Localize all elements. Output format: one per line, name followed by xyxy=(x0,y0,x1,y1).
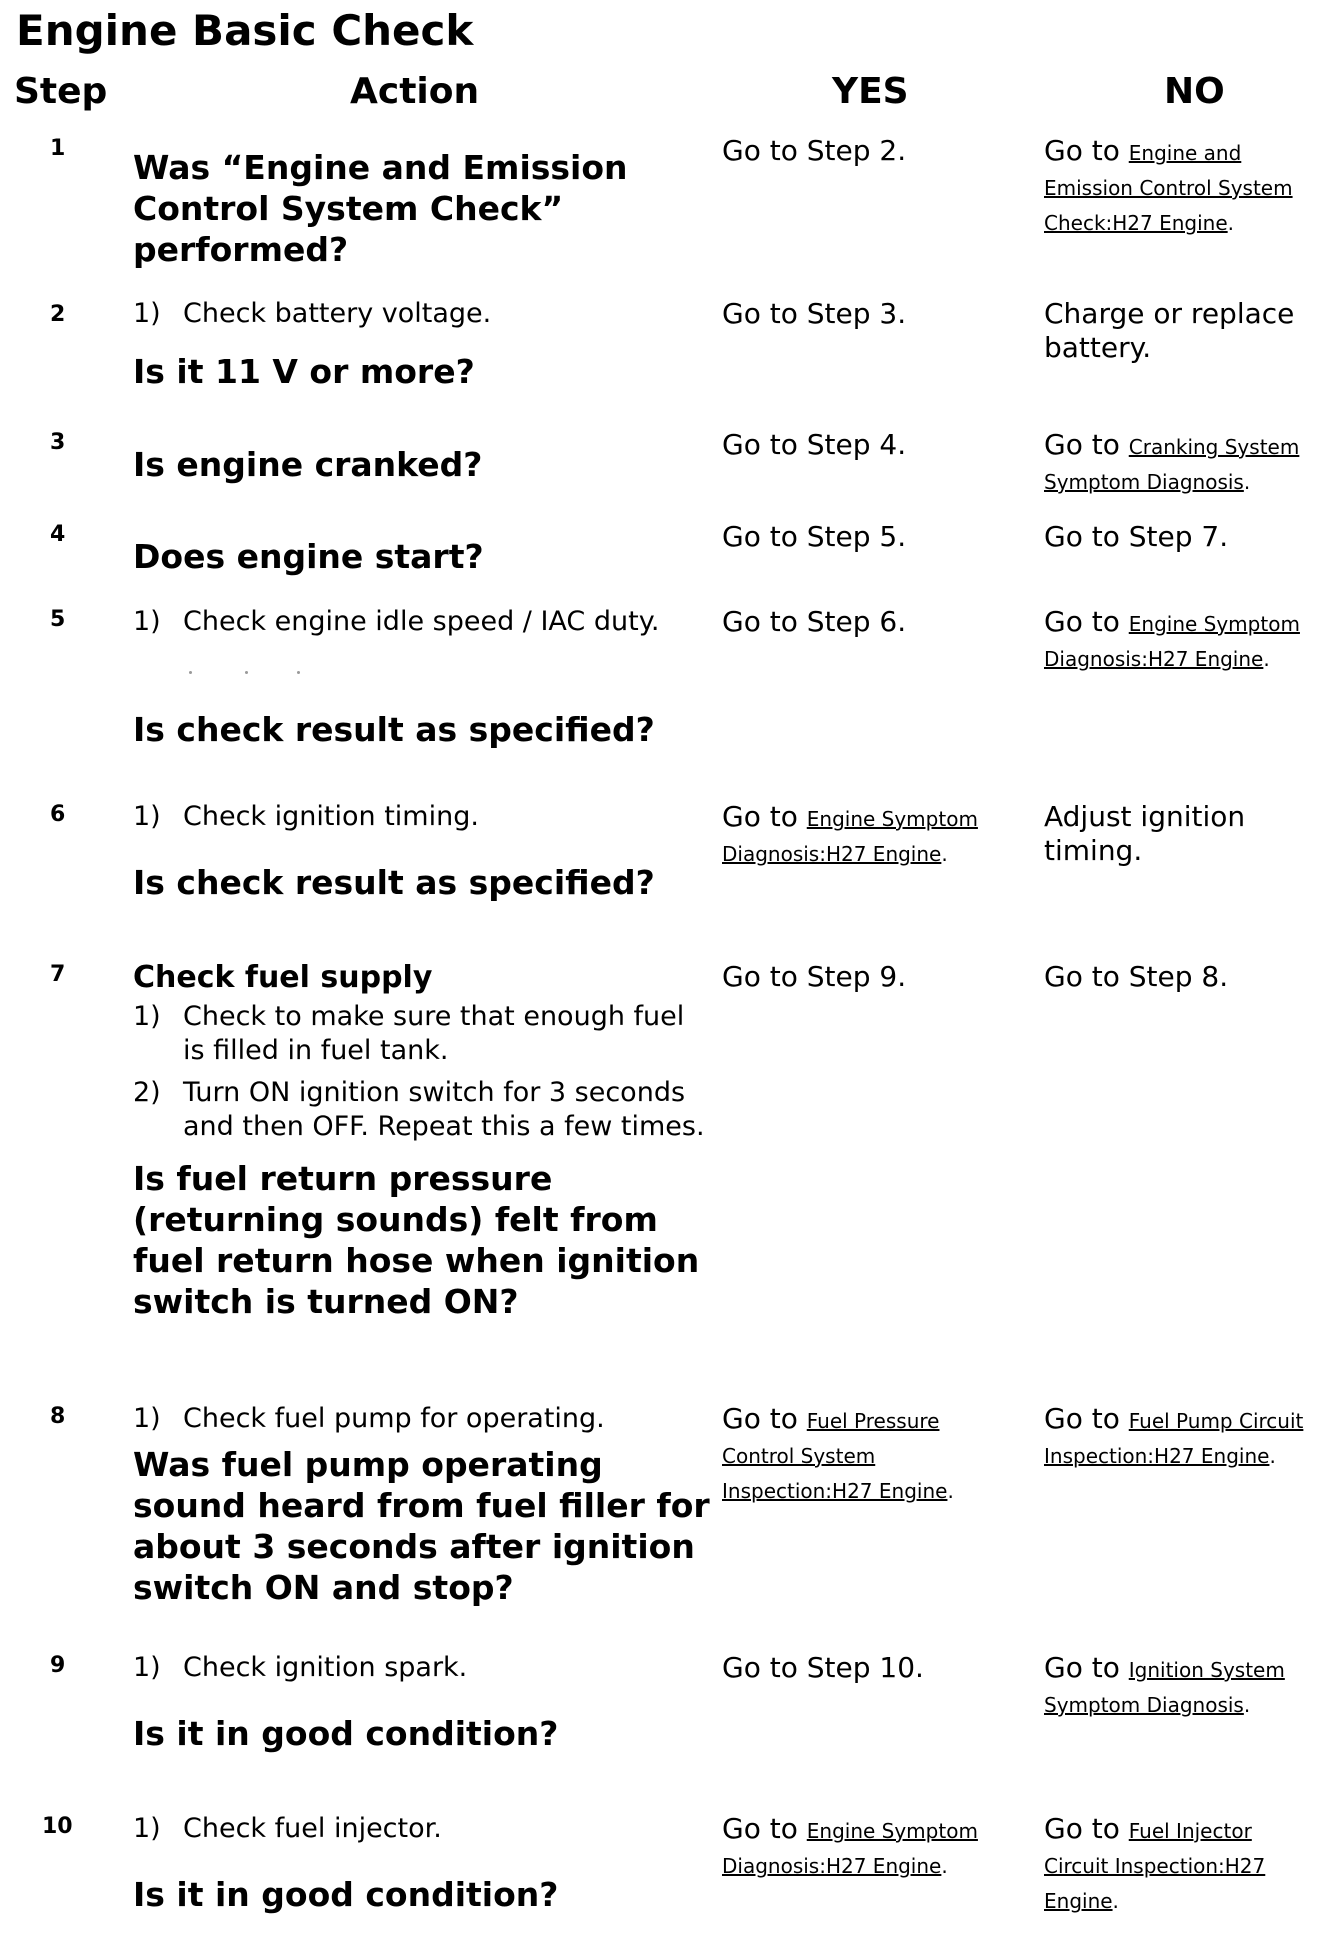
no-cell: Go to Ignition System Symptom Diagnosis. xyxy=(1044,1651,1285,1717)
action-cell xyxy=(133,800,693,903)
yes-result: Go to Step 3. xyxy=(722,297,907,330)
substep-text: Check to make sure that enough fuel is filled in fuel tank. xyxy=(183,1001,685,1066)
step-number: 9 xyxy=(50,1653,66,1678)
no-cell: Go to Fuel Pump Circuit Inspection:H27 Engine. xyxy=(1044,1402,1304,1468)
link-fuel-pump-circuit-inspection[interactable]: Fuel Pump Circuit Inspection:H27 Engine xyxy=(1044,1409,1304,1468)
no-result: Go to Step 8. xyxy=(1044,960,1229,993)
action-cell xyxy=(133,297,693,392)
goto-prefix: Go to xyxy=(1044,134,1120,167)
link-ignition-system-symptom-diagnosis[interactable]: Ignition System Symptom Diagnosis xyxy=(1044,1658,1285,1717)
substep xyxy=(133,1076,713,1144)
substep-text: Check fuel injector. xyxy=(183,1813,442,1844)
goto-prefix: Go to xyxy=(722,800,798,833)
column-header-step: Step xyxy=(14,71,108,112)
yes-cell: Go to Engine Symptom Diagnosis:H27 Engine. xyxy=(722,800,978,866)
substep-text: Check ignition timing. xyxy=(183,801,479,832)
step-number: 6 xyxy=(50,802,66,827)
yes-result: Go to Step 2. xyxy=(722,134,907,167)
yes-cell xyxy=(722,605,1012,639)
step-heading: Check fuel supply xyxy=(133,960,433,995)
step-number: 1 xyxy=(50,136,66,161)
no-result: Adjust ignition timing. xyxy=(1044,800,1246,867)
substep xyxy=(133,1000,713,1068)
link-engine-symptom-diagnosis[interactable]: Engine Symptom Diagnosis:H27 Engine xyxy=(722,807,978,866)
step-number: 7 xyxy=(50,962,66,987)
yes-cell xyxy=(722,297,1012,331)
no-result: Go to Step 7. xyxy=(1044,520,1229,553)
step-number: 3 xyxy=(50,430,66,455)
substep-number: 1) xyxy=(133,1813,161,1844)
action-cell xyxy=(133,1651,693,1754)
substep-text: Check fuel pump for operating. xyxy=(183,1403,605,1434)
substep-number: 1) xyxy=(133,298,161,329)
substep xyxy=(133,297,693,331)
substep-text: Turn ON ignition switch for 3 seconds and then OFF. Repeat this a few times. xyxy=(183,1077,705,1142)
substep-number: 2) xyxy=(133,1077,161,1108)
question-text: Is it 11 V or more? xyxy=(133,352,475,391)
no-cell: Go to Engine and Emission Control System Check:H27 Engine. xyxy=(1044,134,1293,235)
question-text: Was fuel pump operating sound heard from fuel filler for about 3 seconds after ignition switch ON and stop? xyxy=(133,1445,710,1607)
substep xyxy=(133,1812,693,1846)
link-engine-symptom-diagnosis[interactable]: Engine Symptom Diagnosis:H27 Engine xyxy=(722,1819,978,1878)
yes-cell xyxy=(722,1651,1012,1685)
substep-number: 1) xyxy=(133,1652,161,1683)
action-cell xyxy=(133,1402,713,1608)
no-result: Charge or replace battery. xyxy=(1044,297,1295,364)
link-fuel-injector-circuit-inspection[interactable]: Fuel Injector Circuit Inspection:H27 Engine xyxy=(1044,1819,1266,1913)
yes-cell: Go to Engine Symptom Diagnosis:H27 Engine. xyxy=(722,1812,978,1878)
substep-number: 1) xyxy=(133,1403,161,1434)
question-text: Is it in good condition? xyxy=(133,1875,559,1914)
yes-result: Go to Step 4. xyxy=(722,428,907,461)
question-text: Is fuel return pressure (returning sounds) felt from fuel return hose when ignition switch is turned ON? xyxy=(133,1159,700,1321)
substep-number: 1) xyxy=(133,1001,161,1032)
yes-cell xyxy=(722,520,1012,554)
step-number: 4 xyxy=(50,522,66,547)
substep-text: Check ignition spark. xyxy=(183,1652,468,1683)
no-cell xyxy=(1044,520,1344,554)
substep xyxy=(133,800,693,834)
faint-marks xyxy=(133,665,333,685)
question-text: Is check result as specified? xyxy=(133,710,655,749)
step-number: 10 xyxy=(42,1814,73,1839)
yes-cell xyxy=(722,960,1012,994)
substep-number: 1) xyxy=(133,606,161,637)
no-cell xyxy=(1044,960,1344,994)
yes-result: Go to Step 10. xyxy=(722,1651,924,1684)
link-engine-and-emission-control-system-check[interactable]: Engine and Emission Control System Check:H27 Engine xyxy=(1044,141,1293,235)
action-cell xyxy=(133,536,693,577)
yes-result: Go to Step 6. xyxy=(722,605,907,638)
yes-result: Go to Step 9. xyxy=(722,960,907,993)
goto-prefix: Go to xyxy=(722,1402,798,1435)
no-cell: Go to Fuel Injector Circuit Inspection:H27 Engine. xyxy=(1044,1812,1266,1913)
no-cell xyxy=(1044,800,1294,868)
goto-prefix: Go to xyxy=(1044,1651,1120,1684)
yes-cell: Go to Fuel Pressure Control System Inspection:H27 Engine. xyxy=(722,1402,954,1503)
question-text: Was “Engine and Emission Control System Check” performed? xyxy=(133,148,628,269)
step-number: 5 xyxy=(50,607,66,632)
substep xyxy=(133,1651,693,1685)
step-number: 2 xyxy=(50,302,66,327)
column-header-yes: YES xyxy=(832,71,909,112)
column-header-action: Action xyxy=(350,71,480,112)
substep-text: Check engine idle speed / IAC duty. xyxy=(183,606,660,637)
no-cell: Go to Cranking System Symptom Diagnosis. xyxy=(1044,428,1300,494)
substep xyxy=(133,1402,713,1436)
goto-prefix: Go to xyxy=(1044,428,1120,461)
goto-prefix: Go to xyxy=(1044,1402,1120,1435)
no-cell: Go to Engine Symptom Diagnosis:H27 Engine. xyxy=(1044,605,1300,671)
yes-cell xyxy=(722,134,1012,168)
action-cell xyxy=(133,147,653,270)
link-cranking-system-symptom-diagnosis[interactable]: Cranking System Symptom Diagnosis xyxy=(1044,435,1300,494)
step-number: 8 xyxy=(50,1404,66,1429)
goto-prefix: Go to xyxy=(1044,605,1120,638)
yes-cell xyxy=(722,428,1012,462)
goto-prefix: Go to xyxy=(1044,1812,1120,1845)
question-text: Is engine cranked? xyxy=(133,445,483,484)
question-text: Does engine start? xyxy=(133,537,484,576)
yes-result: Go to Step 5. xyxy=(722,520,907,553)
substep-number: 1) xyxy=(133,801,161,832)
column-header-no: NO xyxy=(1164,71,1225,112)
link-fuel-pressure-control-system-inspection[interactable]: Fuel Pressure Control System Inspection:H27 Engine xyxy=(722,1409,948,1503)
page-title: Engine Basic Check xyxy=(16,6,474,55)
action-cell xyxy=(133,605,723,750)
goto-prefix: Go to xyxy=(722,1812,798,1845)
action-cell xyxy=(133,960,713,1322)
substep xyxy=(133,605,723,639)
action-cell xyxy=(133,444,693,485)
substep-text: Check battery voltage. xyxy=(183,298,492,329)
link-engine-symptom-diagnosis[interactable]: Engine Symptom Diagnosis:H27 Engine xyxy=(1044,612,1300,671)
action-cell xyxy=(133,1812,693,1915)
no-cell xyxy=(1044,297,1324,365)
question-text: Is it in good condition? xyxy=(133,1714,559,1753)
question-text: Is check result as specified? xyxy=(133,863,655,902)
